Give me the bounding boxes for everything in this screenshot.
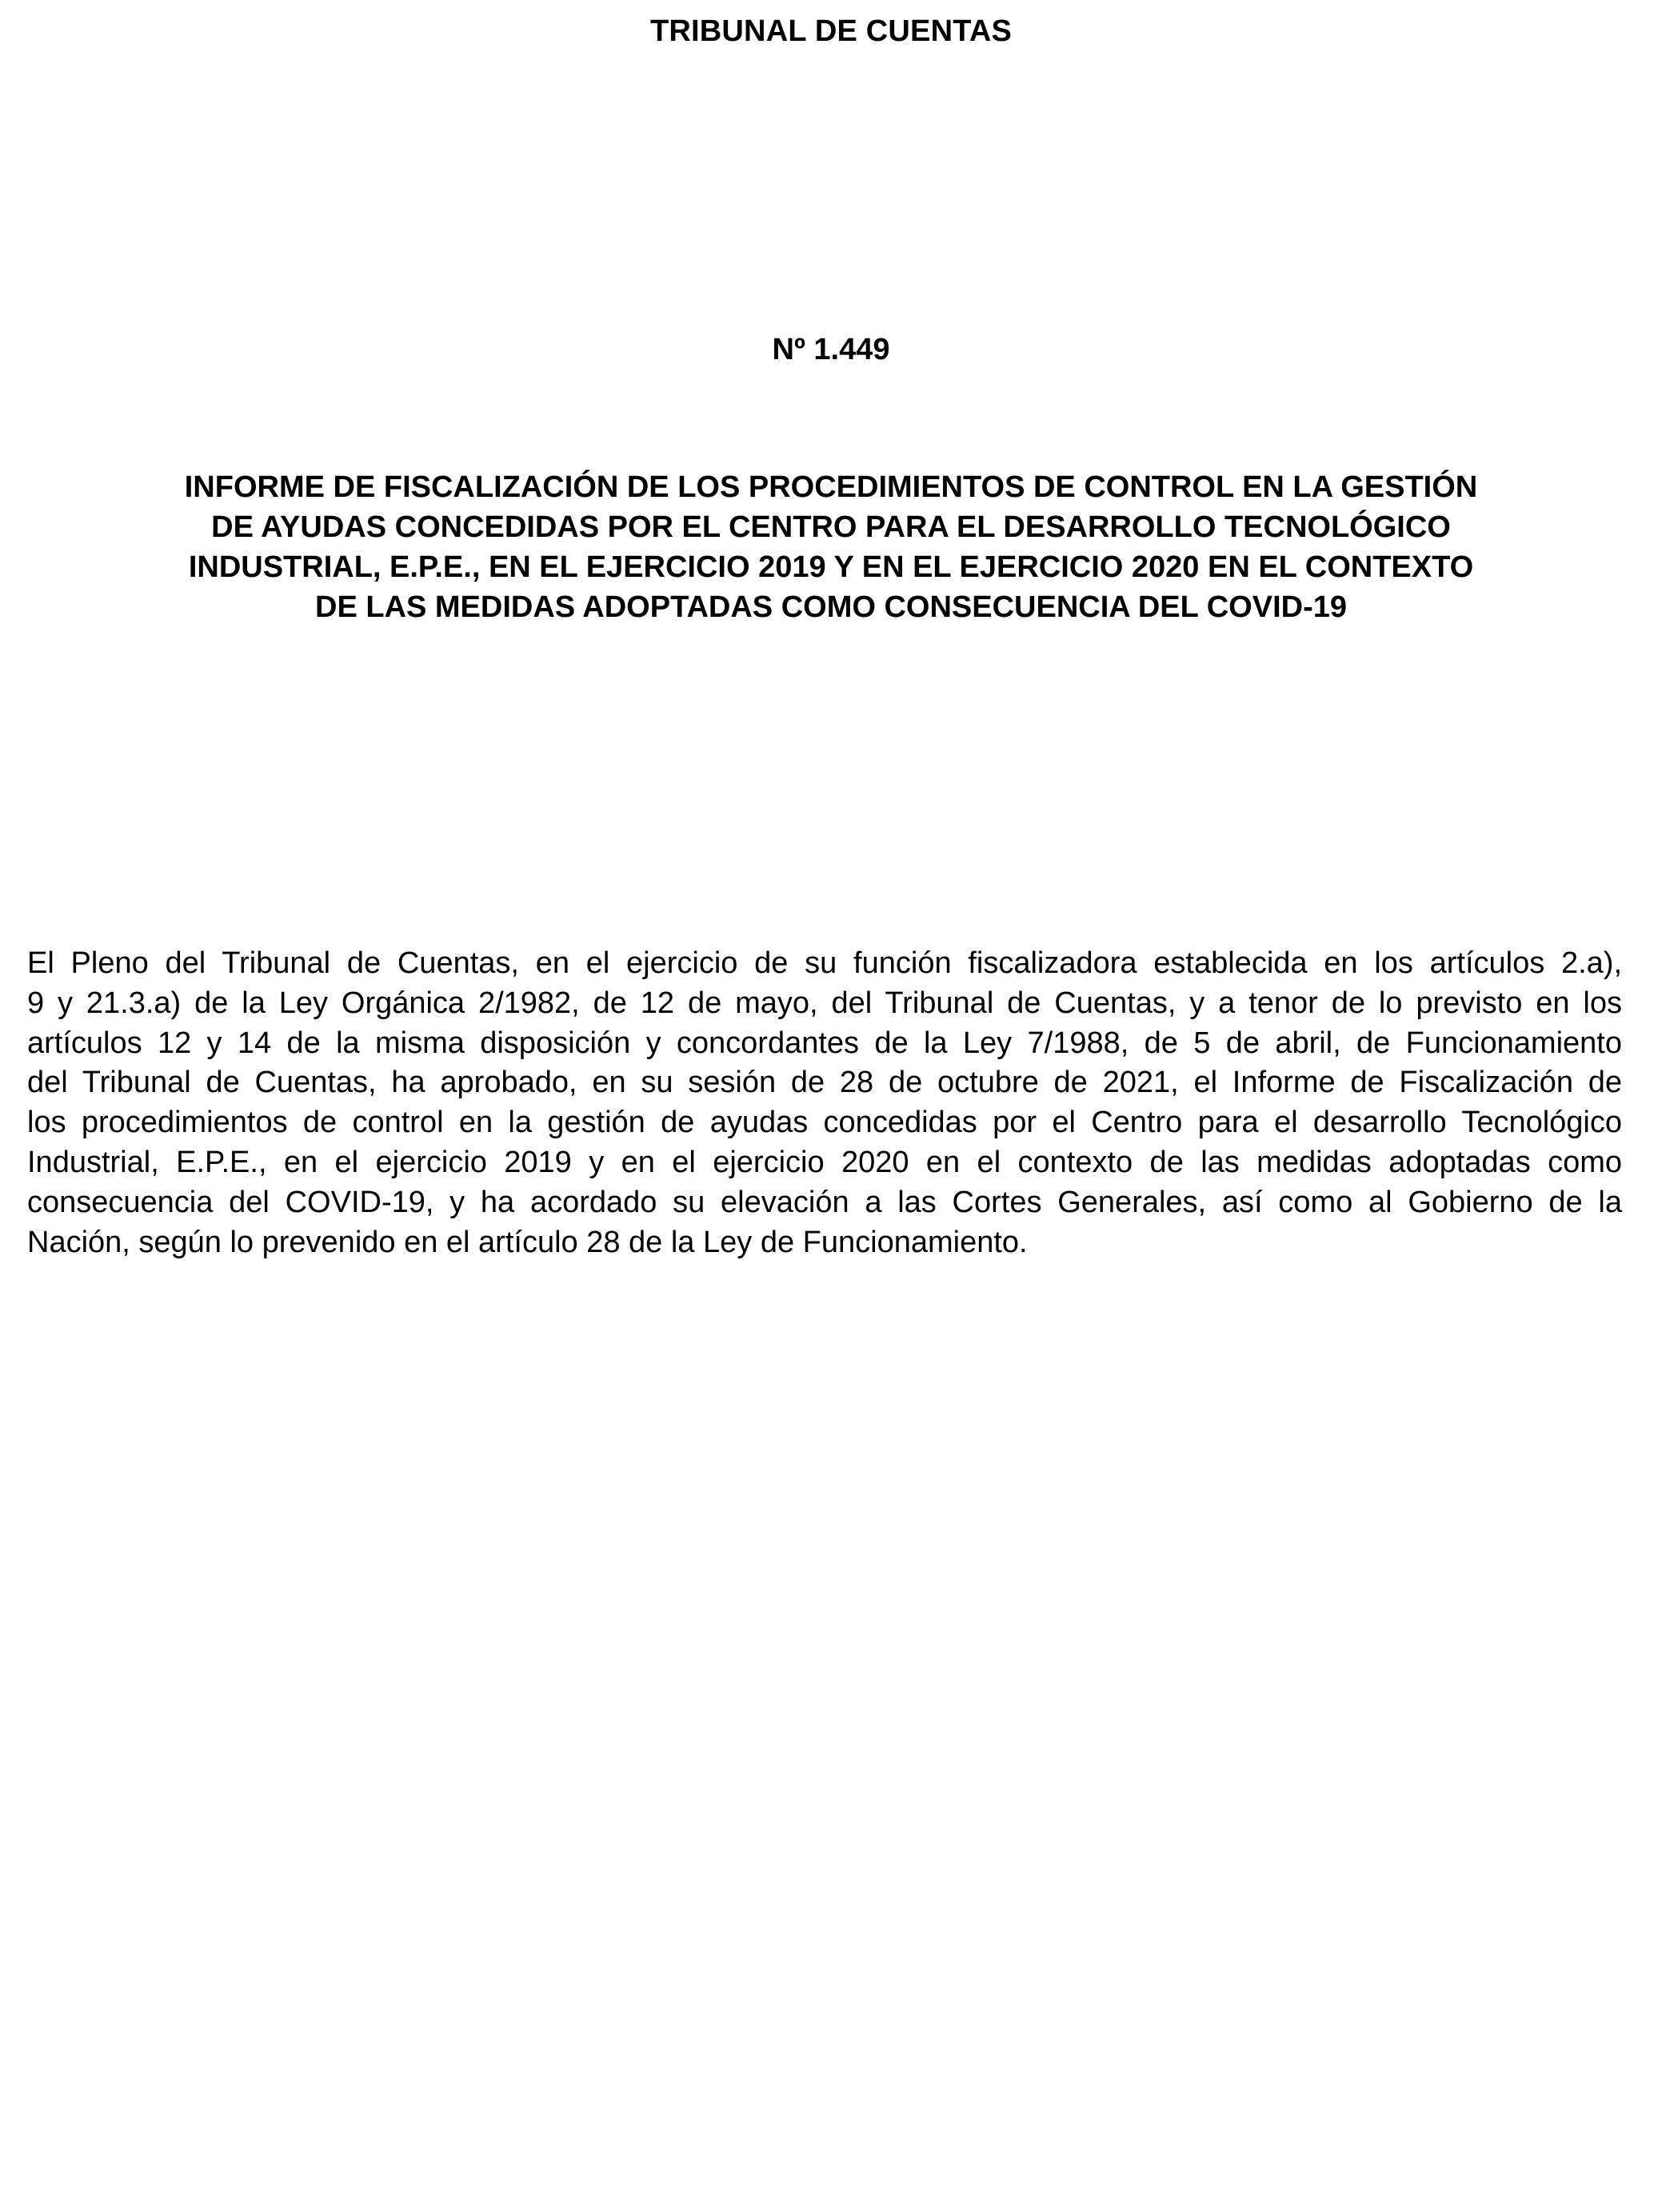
report-title-line: DE LAS MEDIDAS ADOPTADAS COMO CONSECUENCIA DEL COVID-19: [315, 590, 1347, 624]
paragraph-line: los procedimientos de control en la gestión de ayudas concedidas por el Centro para el desarrollo Tecnológico: [27, 1106, 1622, 1140]
report-title-line: INFORME DE FISCALIZACIÓN DE LOS PROCEDIMIENTOS DE CONTROL EN LA GESTIÓN: [184, 470, 1478, 504]
paragraph-line: artículos 12 y 14 de la misma disposición y concordantes de la Ley 7/1988, de 5 de abril, de Funcionamiento: [27, 1026, 1622, 1060]
report-title: [96, 467, 1566, 627]
paragraph-line: Nación, según lo prevenido en el artículo 28 de la Ley de Funcionamiento.: [27, 1225, 1028, 1259]
paragraph-line: El Pleno del Tribunal de Cuentas, en el ejercicio de su función fiscalizadora establecida en los artículos 2.a),: [27, 946, 1622, 980]
paragraph-line: Industrial, E.P.E., en el ejercicio 2019 y en el ejercicio 2020 en el contexto de las medidas adoptadas como: [27, 1145, 1622, 1179]
report-number: Nº 1.449: [772, 333, 890, 366]
paragraph-line: consecuencia del COVID-19, y ha acordado su elevación a las Cortes Generales, así como al Gobierno de la: [27, 1185, 1622, 1219]
body-paragraph: [27, 944, 1622, 1262]
report-title-line: INDUSTRIAL, E.P.E., EN EL EJERCICIO 2019 Y EN EL EJERCICIO 2020 EN EL CONTEXTO: [188, 550, 1474, 584]
institution-header: TRIBUNAL DE CUENTAS: [649, 14, 1013, 48]
paragraph-line: 9 y 21.3.a) de la Ley Orgánica 2/1982, de 12 de mayo, del Tribunal de Cuentas, y a tenor de lo previsto en los: [27, 986, 1622, 1020]
paragraph-line: del Tribunal de Cuentas, ha aprobado, en su sesión de 28 de octubre de 2021, el Informe de Fiscalización de: [27, 1066, 1622, 1100]
report-title-line: DE AYUDAS CONCEDIDAS POR EL CENTRO PARA EL DESARROLLO TECNOLÓGICO: [211, 510, 1451, 544]
